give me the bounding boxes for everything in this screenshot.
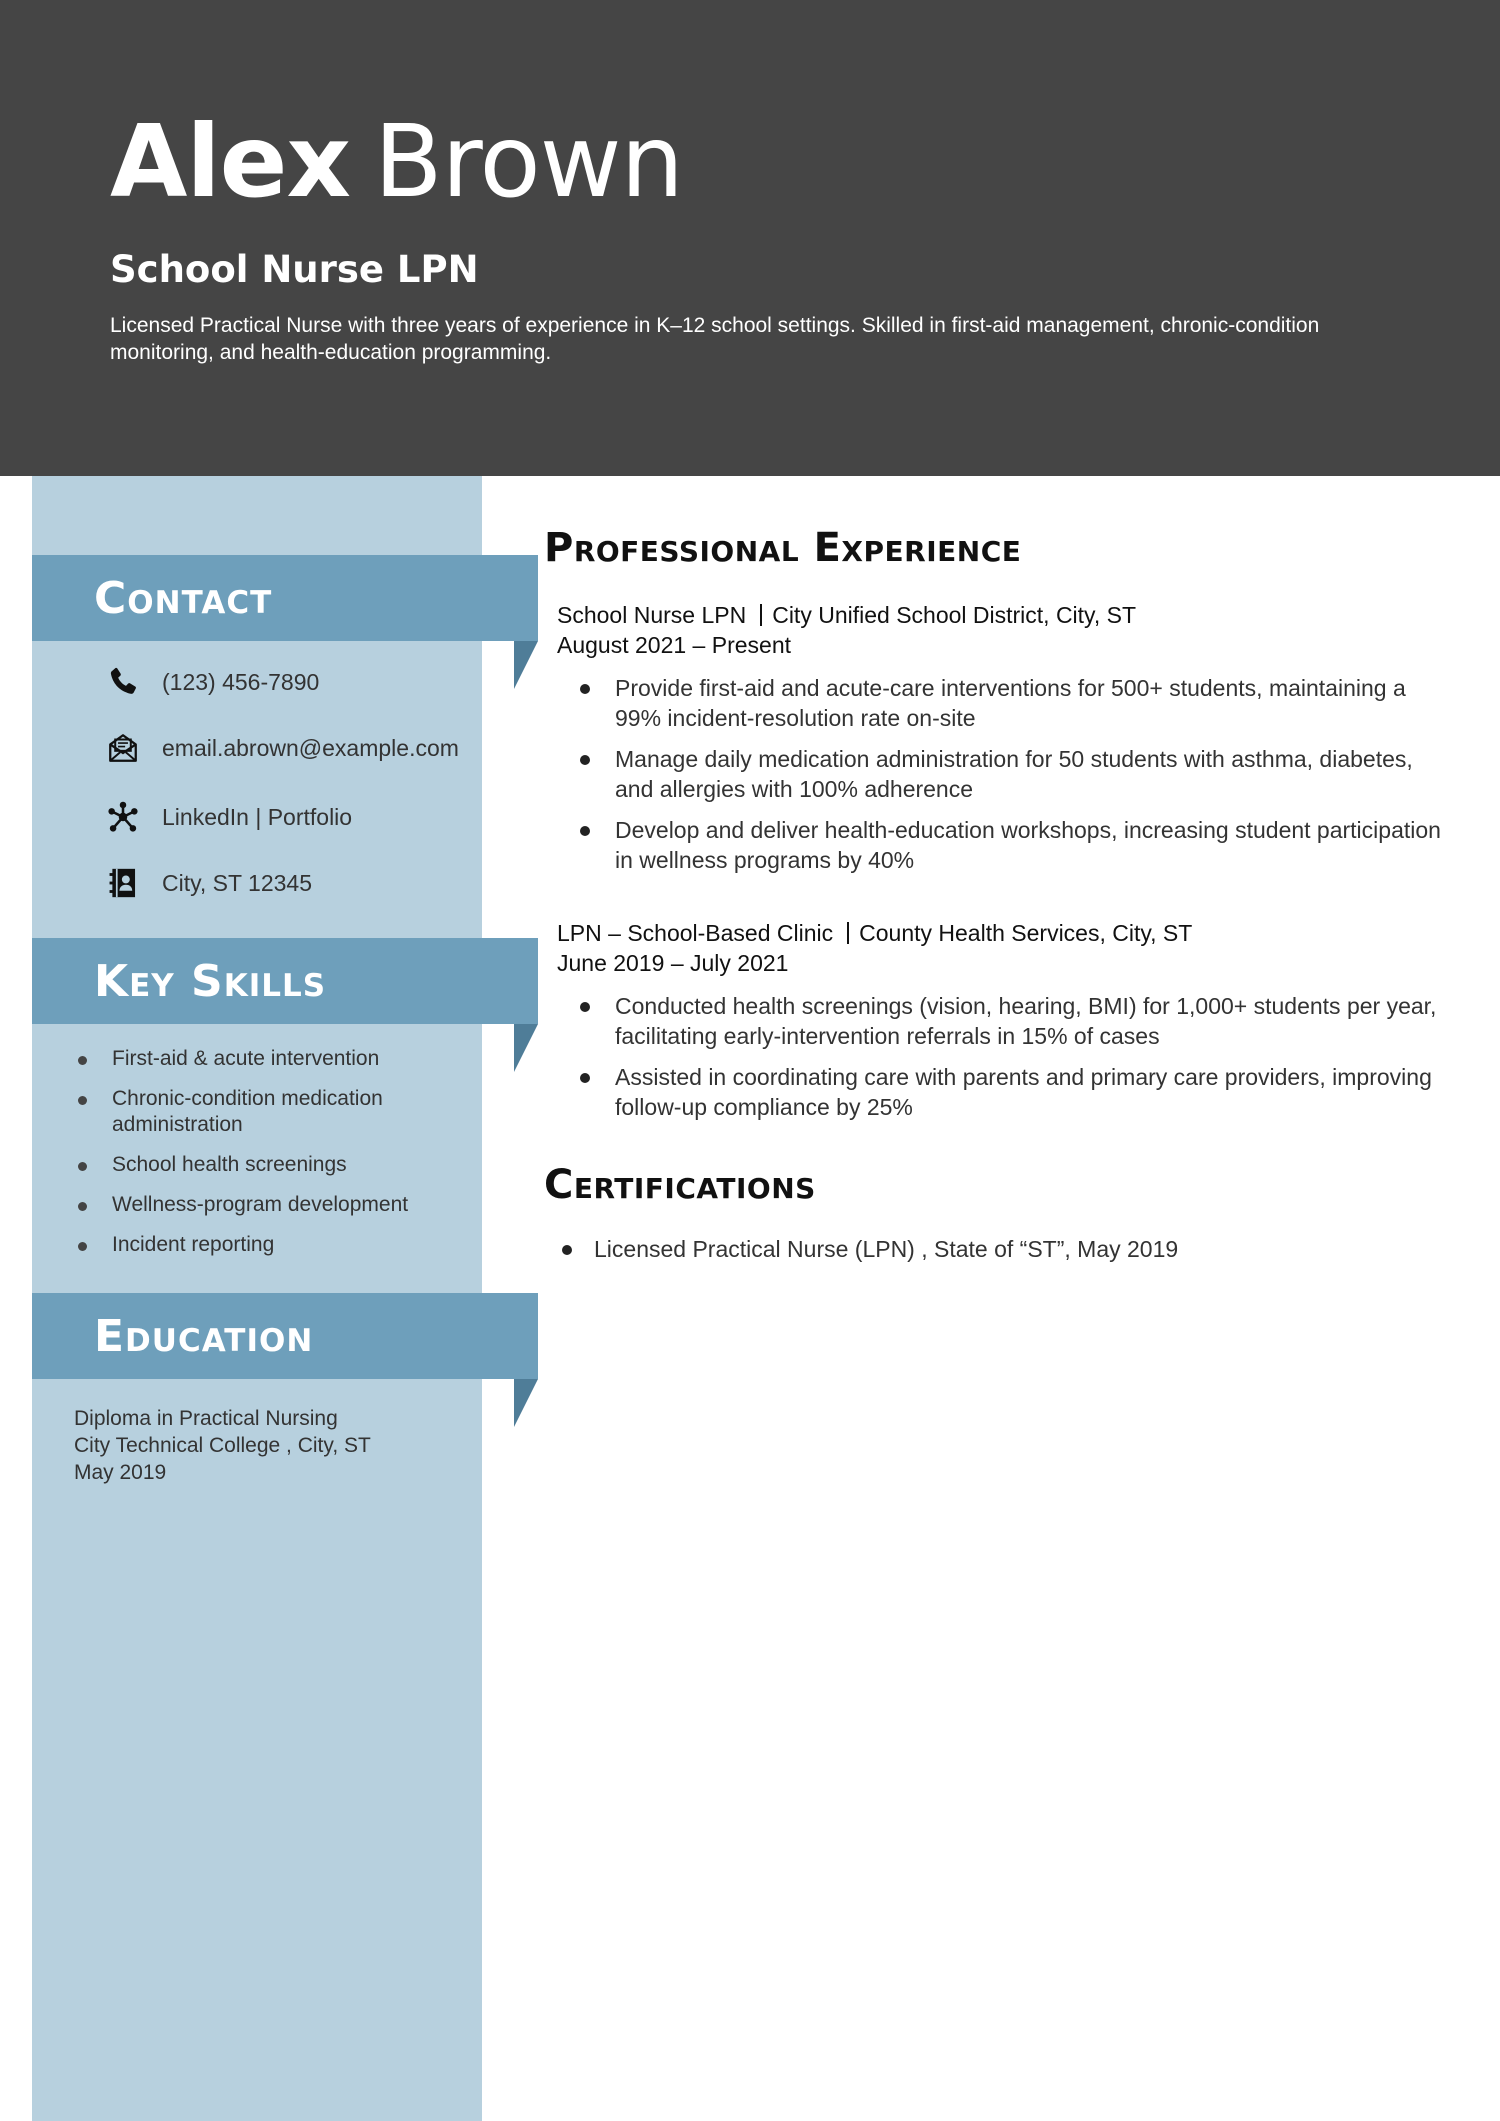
contact-address [104,863,312,903]
job-bullets [557,673,1457,875]
skills-heading: Key Skills [94,956,327,1007]
education-band [32,1293,538,1379]
job-header [557,918,1457,948]
divider [760,604,762,626]
certifications-heading: Certifications [544,1162,816,1208]
skill-item: Incident reporting [78,1232,478,1258]
contact-links[interactable] [104,797,352,837]
job-role: School Nurse LPN [557,602,747,628]
skills-band-fold [514,1024,538,1072]
candidate-name [110,103,683,220]
contact-band [32,555,538,641]
skill-item: Chronic-condition medication administration [78,1086,478,1138]
skills-band [32,938,538,1024]
phone-icon [104,663,142,701]
job-title: School Nurse LPN [110,248,479,291]
education-school: City Technical College , City, ST [74,1434,371,1457]
first-name: Alex [110,103,350,220]
sidebar [32,476,482,2121]
last-name: Brown [374,103,683,220]
job-employer: County Health Services, City, ST [859,920,1193,946]
contact-email-text: email.abrown@example.com [162,734,459,761]
job-bullet: Develop and deliver health-education workshops, increasing student participation in wellness programs by 40% [557,815,1457,875]
job-bullet: Conducted health screenings (vision, hearing, BMI) for 1,000+ students per year, facilitating early-intervention referrals in 15% of cases [557,991,1457,1051]
contact-address-text: City, ST 12345 [162,869,313,896]
experience-heading: Professional Experience [544,525,1022,571]
job-dates: August 2021 – Present [557,632,791,658]
job-bullet: Manage daily medication administration for 50 students with asthma, diabetes, and allergies with 100% adherence [557,744,1457,804]
contact-phone-text: (123) 456-7890 [162,668,320,695]
contact-links-text: LinkedIn | Portfolio [162,803,353,830]
job-entry-1 [557,600,1457,886]
contact-email[interactable] [104,728,459,768]
education-degree: Diploma in Practical Nursing [74,1407,338,1430]
job-entry-2 [557,918,1457,1133]
certifications-list [557,1234,1457,1264]
skill-item: First-aid & acute intervention [78,1046,478,1072]
job-header [557,600,1457,630]
skill-item: School health screenings [78,1152,478,1178]
email-icon [104,729,142,767]
resume-header [0,0,1500,476]
education-entry [74,1405,371,1486]
address-book-icon [104,864,142,902]
job-bullet: Assisted in coordinating care with parents and primary care providers, improving follow-up compliance by 25% [557,1062,1457,1122]
job-bullet: Provide first-aid and acute-care interventions for 500+ students, maintaining a 99% incident-resolution rate on-site [557,673,1457,733]
summary-text: Licensed Practical Nurse with three years of experience in K–12 school settings. Skilled in first-aid management, chronic-condition monitoring, and health-education programming. [110,314,1320,364]
job-dates: June 2019 – July 2021 [557,950,789,976]
job-employer: City Unified School District, City, ST [772,602,1137,628]
skills-list [78,1046,478,1272]
job-role: LPN – School-Based Clinic [557,920,834,946]
job-bullets [557,991,1457,1122]
skill-item: Wellness-program development [78,1192,478,1218]
contact-band-fold [514,641,538,689]
education-date: May 2019 [74,1461,167,1484]
education-heading: Education [94,1311,314,1362]
network-icon [104,798,142,836]
contact-phone [104,662,319,702]
education-band-fold [514,1379,538,1427]
divider [847,922,849,944]
certification-item: Licensed Practical Nurse (LPN) , State of “ST”, May 2019 [557,1234,1457,1264]
contact-heading: Contact [94,573,273,624]
